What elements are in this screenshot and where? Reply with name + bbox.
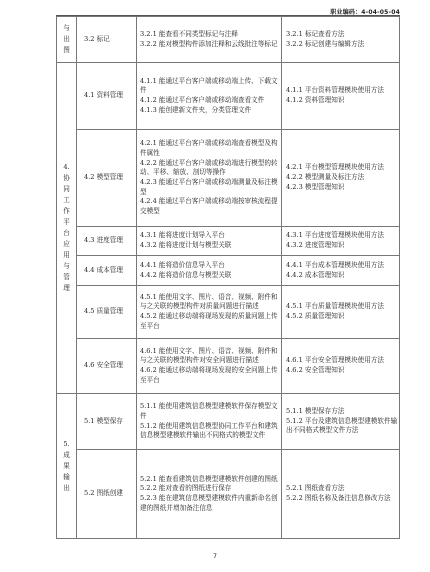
section-name: 5.成果输出 <box>63 439 70 492</box>
section-name: 4.协同工作平台应用与管理 <box>63 163 70 292</box>
work-unit: 4.3 进度管理 <box>84 236 123 245</box>
table-row <box>57 286 400 339</box>
table-row <box>57 17 400 63</box>
related-knowledge: 5.2.1 图纸查看方法 5.2.2 图纸名称及备注信息修改方法 <box>282 450 400 539</box>
related-knowledge: 3.2.1 标记查看方法 3.2.2 标记创建与编辑方法 <box>282 17 400 63</box>
table-row <box>57 450 400 539</box>
unit-cell <box>77 256 137 286</box>
work-unit: 5.2 图纸创建 <box>84 489 123 498</box>
skill-requirement: 3.2.1 能查看不同类型标记与注释 3.2.2 能对模型构件添加注释和云线批注等标记 <box>137 17 282 63</box>
skill-requirement: 5.1.1 能使用建筑信息模型建模软件保存模型文件 5.1.2 能使用建筑信息模型协同工作平台和建筑信息模型建模软件输出不同格式的模型文件 <box>137 394 282 450</box>
table-row <box>57 63 400 130</box>
work-unit: 4.6 安全管理 <box>84 361 123 370</box>
work-unit: 4.4 成本管理 <box>84 265 123 274</box>
table-row <box>57 339 400 394</box>
skill-requirement: 4.6.1 能使用文字、图片、语音、视频、附件和与之关联的模型构件对安全问题进行描述 4.6.2 能通过移动端将现场发现的安全问题上传至平台 <box>137 339 282 394</box>
table-row <box>57 256 400 286</box>
section-cell <box>57 63 77 394</box>
work-unit: 4.2 模型管理 <box>84 173 123 182</box>
related-knowledge: 4.6.1 平台安全管理模块使用方法 4.6.2 安全管理知识 <box>282 339 400 394</box>
work-unit: 3.2 标记 <box>84 34 110 43</box>
table-row <box>57 130 400 227</box>
related-knowledge: 4.3.1 平台进度管理模块使用方法 4.3.2 进度管理知识 <box>282 227 400 256</box>
section-cell <box>57 17 77 63</box>
skill-requirement: 5.2.1 能查看建筑信息模型建模软件创建的图纸 5.2.2 能对查看的图纸进行保存 5.2.3 能在建筑信息模型建模软件内重新命名创建的图纸并增加备注信息 <box>137 450 282 539</box>
skill-requirement: 4.1.1 能通过平台客户端或移动端上传、下载文件 4.1.2 能通过平台客户端或移动端查看文件 4.1.3 能创建新文件夹，分类管理文件 <box>137 63 282 130</box>
unit-cell <box>77 227 137 256</box>
unit-cell <box>77 286 137 339</box>
unit-cell <box>77 339 137 394</box>
related-knowledge: 4.5.1 平台质量管理模块使用方法 4.5.2 质量管理知识 <box>282 286 400 339</box>
unit-cell <box>77 130 137 227</box>
unit-cell <box>77 450 137 539</box>
related-knowledge: 5.1.1 模型保存方法 5.1.2 平台及建筑信息模型建模软件输出不同格式模型文件方法 <box>282 394 400 450</box>
related-knowledge: 4.1.1 平台资料管理模块使用方法 4.1.2 资料管理知识 <box>282 63 400 130</box>
occupation-code: 职业编码：4-04-05-04 <box>330 9 400 16</box>
work-unit: 4.1 资料管理 <box>84 91 123 100</box>
skill-requirement: 4.3.1 能将进度计划导入平台 4.3.2 能将进度计划与模型关联 <box>137 227 282 256</box>
unit-cell <box>77 17 137 63</box>
section-cell <box>57 394 77 539</box>
skill-requirement: 4.5.1 能使用文字、图片、语音、视频、附件和与之关联的模型构件对质量问题进行描述 4.5.2 能通过移动端将现场发现的质量问题上传至平台 <box>137 286 282 339</box>
section-name: 与出图 <box>63 24 70 54</box>
skill-requirement: 4.4.1 能将造价信息导入平台 4.4.2 能将造价信息与模型关联 <box>137 256 282 286</box>
skill-requirement: 4.2.1 能通过平台客户端或移动端查看模型及构件属性 4.2.2 能通过平台客户端或移动端进行模型的转动、平移、缩放、剖切等操作 4.2.3 能通过平台客户端或移动端测量及标注模型 4.2.4 能通过平台客户端或移动端按审核流程提交模型 <box>137 130 282 227</box>
table-row <box>57 394 400 450</box>
page-number: 7 <box>213 553 217 560</box>
related-knowledge: 4.2.1 平台模型管理模块使用方法 4.2.2 模型测量及标注方法 4.2.3 模型管理知识 <box>282 130 400 227</box>
unit-cell <box>77 63 137 130</box>
related-knowledge: 4.4.1 平台成本管理模块使用方法 4.4.2 成本管理知识 <box>282 256 400 286</box>
skill-table <box>56 16 400 539</box>
table-row <box>57 227 400 256</box>
work-unit: 5.1 模型保存 <box>84 416 123 425</box>
unit-cell <box>77 394 137 450</box>
work-unit: 4.5 质量管理 <box>84 307 123 316</box>
